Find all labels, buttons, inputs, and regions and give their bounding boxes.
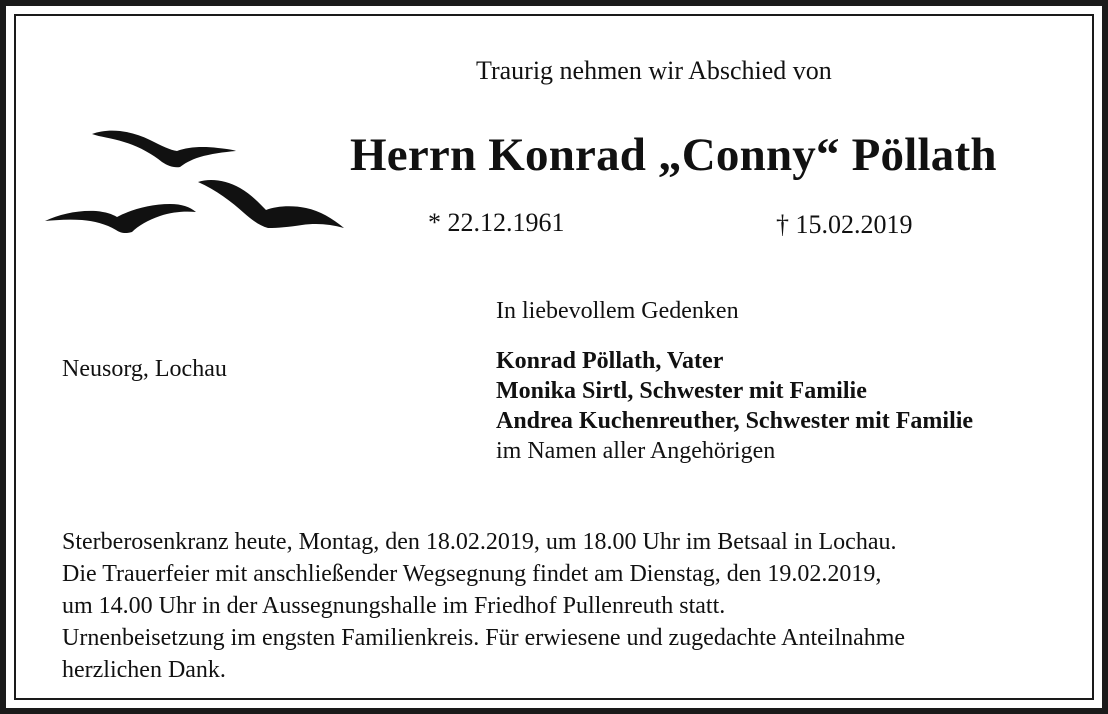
mourners-closing: im Namen aller Angehörigen xyxy=(496,438,776,464)
bird-top-icon xyxy=(92,131,236,168)
death-date: † 15.02.2019 xyxy=(776,210,913,239)
bird-left-icon xyxy=(45,204,196,233)
bird-right-icon xyxy=(198,180,344,228)
notice-line: Die Trauerfeier mit anschließender Wegsegnung findet am Dienstag, den 19.02.2019, xyxy=(62,561,882,587)
notice-line: Sterberosenkranz heute, Montag, den 18.02.2019, um 18.00 Uhr im Betsaal in Lochau. xyxy=(62,529,897,555)
deceased-name: Herrn Konrad „Conny“ Pöllath xyxy=(350,129,997,181)
notice-line: Urnenbeisetzung im engsten Familienkreis. Für erwiesene und zugedachte Anteilnahme xyxy=(62,625,906,651)
intro-text: Traurig nehmen wir Abschied von xyxy=(476,56,832,85)
birth-date: * 22.12.1961 xyxy=(428,208,565,237)
flying-birds-icon xyxy=(40,120,350,245)
notice-line: herzlichen Dank. xyxy=(62,657,226,683)
place-text: Neusorg, Lochau xyxy=(62,356,227,382)
mourner-name: Konrad Pöllath, Vater xyxy=(496,348,724,374)
notice-line: um 14.00 Uhr in der Aussegnungshalle im Friedhof Pullenreuth statt. xyxy=(62,593,726,619)
memory-text: In liebevollem Gedenken xyxy=(496,298,739,324)
mourner-name: Monika Sirtl, Schwester mit Familie xyxy=(496,378,867,404)
mourners-list xyxy=(496,346,973,466)
funeral-notice xyxy=(62,526,905,686)
mourner-name: Andrea Kuchenreuther, Schwester mit Familie xyxy=(496,408,974,434)
